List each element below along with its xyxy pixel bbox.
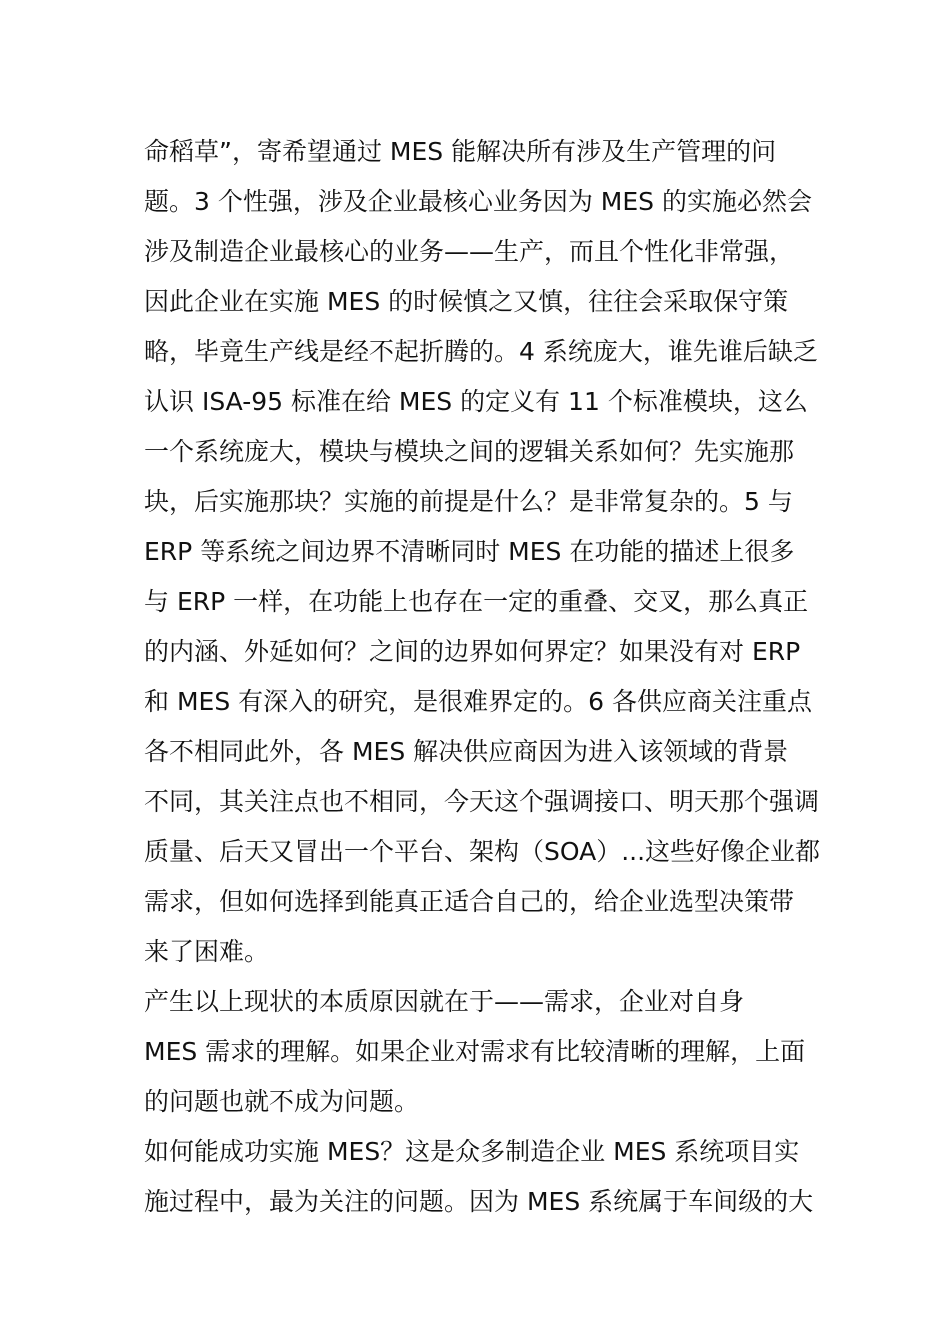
text-line: 一个系统庞大，模块与模块之间的逻辑关系如何？先实施那 [144, 437, 795, 466]
text-line: 涉及制造企业最核心的业务——生产，而且个性化非常强， [144, 237, 795, 266]
text-line: 需求，但如何选择到能真正适合自己的，给企业选型决策带 [144, 887, 795, 916]
text-line: 与 ERP 一样，在功能上也存在一定的重叠、交叉，那么真正 [144, 587, 809, 616]
text-line: MES 需求的理解。如果企业对需求有比较清晰的理解，上面 [144, 1037, 806, 1066]
text-line: 来了困难。 [144, 937, 270, 966]
text-line: ERP 等系统之间边界不清晰同时 MES 在功能的描述上很多 [144, 537, 795, 566]
body-text [144, 127, 824, 1227]
text-line: 的问题也就不成为问题。 [144, 1087, 420, 1116]
text-line: 块，后实施那块？实施的前提是什么？是非常复杂的。5 与 [144, 487, 793, 516]
text-line: 和 MES 有深入的研究，是很难界定的。6 各供应商关注重点 [144, 687, 812, 716]
text-line: 如何能成功实施 MES？这是众多制造企业 MES 系统项目实 [144, 1137, 800, 1166]
text-line: 不同，其关注点也不相同，今天这个强调接口、明天那个强调 [144, 787, 820, 816]
text-line: 题。3 个性强，涉及企业最核心业务因为 MES 的实施必然会 [144, 187, 812, 216]
text-line: 施过程中，最为关注的问题。因为 MES 系统属于车间级的大 [144, 1187, 814, 1216]
text-line: 质量、后天又冒出一个平台、架构（SOA）...这些好像企业都 [144, 837, 821, 866]
text-line: 因此企业在实施 MES 的时候慎之又慎，往往会采取保守策 [144, 287, 789, 316]
text-line: 各不相同此外，各 MES 解决供应商因为进入该领域的背景 [144, 737, 789, 766]
text-line: 产生以上现状的本质原因就在于——需求，企业对自身 [144, 987, 745, 1016]
text-line: 略，毕竟生产线是经不起折腾的。4 系统庞大，谁先谁后缺乏 [144, 337, 818, 366]
text-line: 认识 ISA-95 标准在给 MES 的定义有 11 个标准模块，这么 [144, 387, 808, 416]
text-line: 命稻草”，寄希望通过 MES 能解决所有涉及生产管理的问 [144, 137, 777, 166]
text-line: 的内涵、外延如何？之间的边界如何界定？如果没有对 ERP [144, 637, 801, 666]
